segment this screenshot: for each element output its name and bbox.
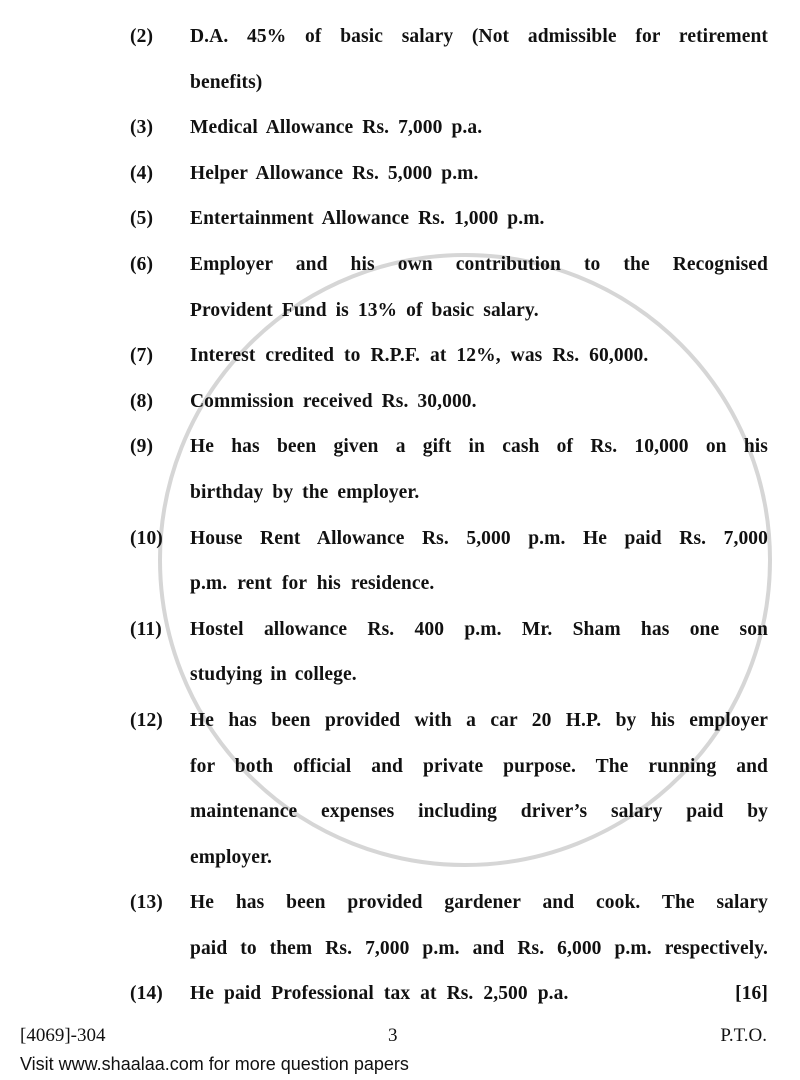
page-number: 3 [388,1025,398,1046]
item-text: He has been provided gardener and cook. The salary [190,892,768,914]
list-item-line [0,652,800,698]
footer-row [0,1024,800,1048]
list-item-line [0,744,800,790]
item-text: maintenance expenses including driver’s salary paid by [190,801,768,823]
list-item [0,196,800,242]
list-item-line [0,470,800,516]
item-number: (13) [130,892,163,914]
list-item [0,379,800,425]
list-item-line [0,561,800,607]
paper-code: [4069]-304 [20,1025,106,1046]
item-number: (9) [130,436,154,458]
item-text: Hostel allowance Rs. 400 p.m. Mr. Sham has one son [190,618,768,640]
item-text: for both official and private purpose. The running and [190,755,768,777]
item-text: benefits) [190,71,263,93]
question-list [0,14,800,1017]
list-item [0,971,800,1017]
list-item [0,424,800,470]
item-text: He paid Professional tax at Rs. 2,500 p.a. [190,983,569,1005]
item-number: (10) [130,527,163,549]
item-text: employer. [190,846,272,868]
list-item [0,105,800,151]
item-number: (7) [130,345,154,367]
list-item-line [0,835,800,881]
page-footer [0,1024,800,1080]
item-text: Medical Allowance Rs. 7,000 p.a. [190,117,483,139]
list-item-line [0,288,800,334]
item-text: studying in college. [190,664,357,686]
list-item [0,607,800,653]
marks-label: [16] [735,983,768,1005]
item-text: paid to them Rs. 7,000 p.m. and Rs. 6,000 p.m. respectively. [190,937,768,959]
item-text: D.A. 45% of basic salary (Not admissible for retirement [190,26,768,47]
item-text: Entertainment Allowance Rs. 1,000 p.m. [190,208,545,230]
item-number: (8) [130,390,154,412]
item-number: (2) [130,26,154,47]
item-text: He has been given a gift in cash of Rs. 10,000 on his [190,436,768,458]
item-text: House Rent Allowance Rs. 5,000 p.m. He paid Rs. 7,000 [190,527,768,549]
item-text: Interest credited to R.P.F. at 12%, was Rs. 60,000. [190,345,649,367]
item-text: Employer and his own contribution to the Recognised [190,253,768,275]
pto-label: P.T.O. [720,1025,767,1046]
list-item-line [0,926,800,972]
item-text: Provident Fund is 13% of basic salary. [190,299,539,321]
item-text: p.m. rent for his residence. [190,573,435,595]
list-item [0,880,800,926]
item-number: (11) [130,618,162,640]
list-item-line [0,789,800,835]
item-number: (6) [130,253,154,275]
list-item [0,14,800,60]
item-number: (4) [130,162,154,184]
item-number: (14) [130,983,163,1005]
list-item [0,698,800,744]
visit-banner: Visit www.shaalaa.com for more question papers [20,1054,409,1074]
item-number: (5) [130,208,154,230]
list-item [0,151,800,197]
item-number: (12) [130,709,163,731]
item-text: He has been provided with a car 20 H.P. by his employer [190,709,768,731]
item-text: Commission received Rs. 30,000. [190,390,477,412]
list-item-line [0,60,800,106]
list-item [0,242,800,288]
item-text: Helper Allowance Rs. 5,000 p.m. [190,162,479,184]
item-number: (3) [130,117,154,139]
item-text: birthday by the employer. [190,481,420,503]
list-item [0,333,800,379]
list-item [0,516,800,562]
